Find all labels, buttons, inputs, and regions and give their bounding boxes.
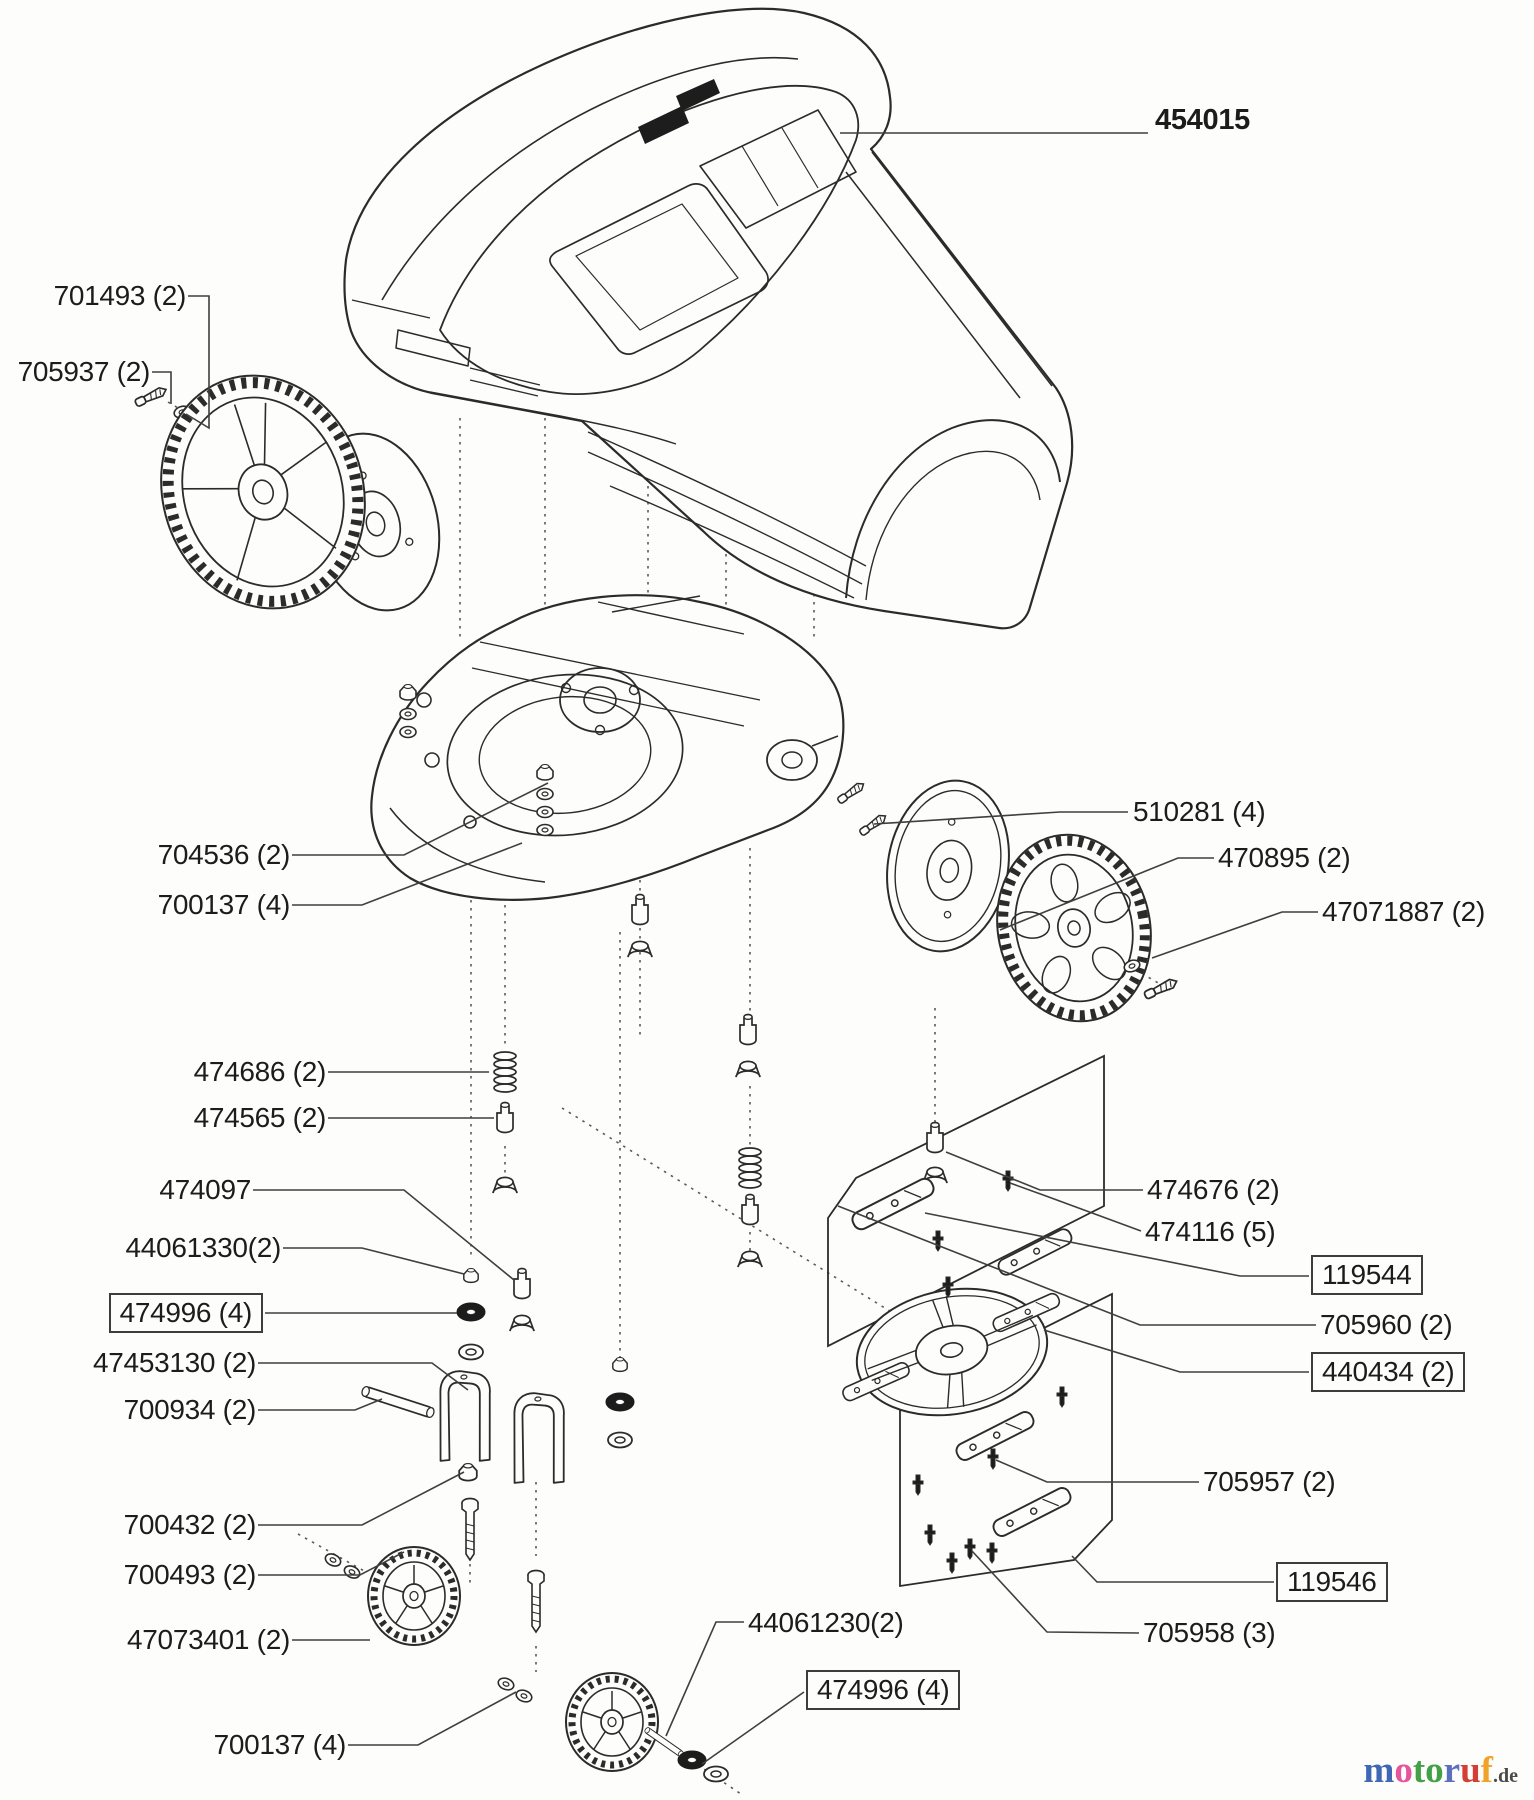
part-label-705937: 705937 (2) [17,356,150,387]
part-label-700432: 700432 (2) [123,1509,256,1540]
part-label-705957: 705957 (2) [1203,1466,1336,1497]
part-label-474116: 474116 (5) [1145,1216,1276,1247]
part-label-705960: 705960 (2) [1320,1309,1453,1340]
part-label-700137-bottom: 700137 (4) [213,1729,346,1760]
right-wheel-assembly [837,771,1179,1036]
part-label-700934: 700934 (2) [123,1394,256,1425]
part-label-440434: 440434 (2) [1311,1352,1465,1392]
part-label-700493: 700493 (2) [123,1559,256,1590]
left-wheel-assembly [131,349,458,635]
part-label-474676: 474676 (2) [1147,1174,1280,1205]
watermark-word: motoruf [1363,1750,1493,1791]
watermark-logo[interactable] [1364,1751,1519,1796]
part-label-47071887: 47071887 (2) [1322,896,1485,927]
caster-assemblies [323,1268,728,1781]
blade-kit-drawing [493,1015,1112,1587]
top-cover-drawing [344,9,1072,628]
part-label-119544: 119544 [1311,1255,1423,1295]
part-label-47073401: 47073401 (2) [127,1624,290,1655]
blade-disc [827,1271,1077,1433]
part-label-119546: 119546 [1276,1562,1388,1602]
part-label-474996-bottom: 474996 (4) [806,1670,960,1710]
part-label-454015: 454015 [1155,104,1250,136]
part-label-474097: 474097 [159,1174,251,1205]
part-label-705958: 705958 (3) [1143,1617,1276,1648]
watermark-suffix: .de [1493,1765,1518,1787]
chassis-drawing [371,595,843,900]
part-label-474686: 474686 (2) [193,1056,326,1087]
part-label-704536: 704536 (2) [157,839,290,870]
part-label-44061230: 44061230(2) [748,1607,904,1638]
part-label-701493: 701493 (2) [53,280,186,311]
part-label-700137-top: 700137 (4) [157,889,290,920]
part-label-474996-left: 474996 (4) [109,1293,263,1333]
part-label-474565: 474565 (2) [193,1102,326,1133]
part-label-510281: 510281 (4) [1133,796,1266,827]
part-label-470895: 470895 (2) [1218,842,1351,873]
part-label-47453130: 47453130 (2) [93,1347,256,1378]
part-label-44061330: 44061330(2) [125,1232,281,1263]
